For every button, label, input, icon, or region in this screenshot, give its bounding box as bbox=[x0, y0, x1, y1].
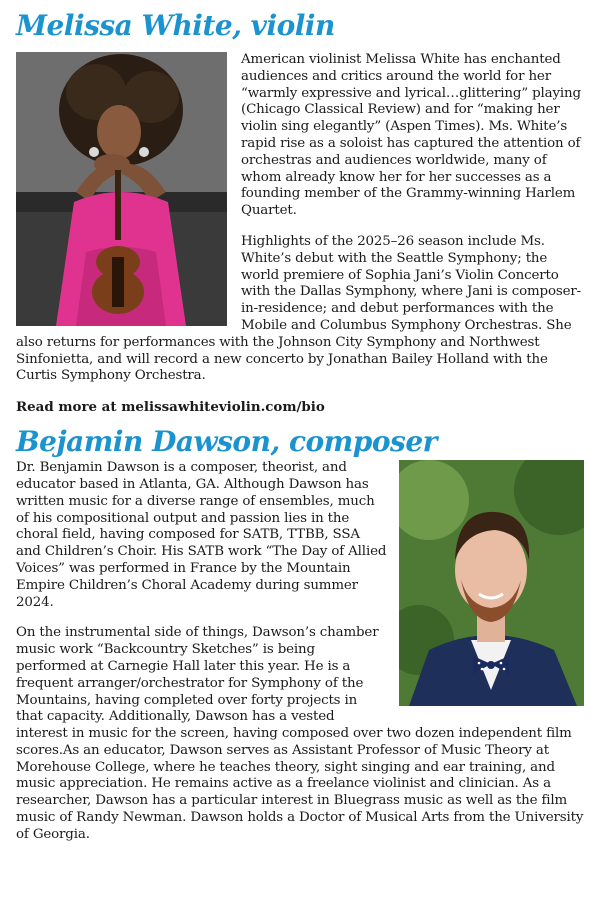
composer-section bbox=[16, 460, 584, 844]
violinist-section bbox=[16, 52, 584, 416]
composer-heading: Bejamin Dawson, composer bbox=[16, 425, 437, 459]
violinist-read-more-link[interactable]: Read more at melissawhiteviolin.com/bio bbox=[16, 399, 325, 416]
violinist-paragraph-2: Highlights of the 2025–26 season include Ms. White’s debut with the Seattle Symphony; the world premiere of Sophia Jani’s Violin Concerto with the Dallas Symphony, where Jani is composer-in-residence; and debut performances with the Mobile and Columbus Symphony Orchestras. She also returns for performances with the Johnson City Symphony and Northwest Sinfonietta, and will record a new concerto by Jonathan Bailey Holland with the Curtis Symphony Orchestra. bbox=[16, 233, 581, 384]
violinist-paragraph-1: American violinist Melissa White has enchanted audiences and critics around the world for her “warmly expressive and lyrical…glittering” playing (Chicago Classical Review) and for “making her violin sing elegantly” (Aspen Times). Ms. White’s rapid rise as a soloist has captured the attention of orchestras and audiences worldwide, many of whom already know her for her successes as a founding member of the Grammy-winning Harlem Quartet. bbox=[241, 52, 581, 219]
composer-paragraph-2: On the instrumental side of things, Dawson’s chamber music work “Backcountry Sketches” is being performed at Carnegie Hall later this year. He is a frequent arranger/orchestrator for Symphony of the Mountains, having completed over forty projects in that capacity. Additionally, Dawson has a vested interest in music for the screen, having composed over two dozen independent film scores.As an educator, Dawson serves as Assistant Professor of Music Theory at Morehouse College, where he teaches theory, sight singing and ear training, and music appreciation. He remains active as a freelance violinist and clinician. As a researcher, Dawson has a particular interest in Bluegrass music as well as the film music of Randy Newman. Dawson holds a Doctor of Musical Arts from the University of Georgia. bbox=[16, 625, 584, 842]
composer-photo-art bbox=[399, 460, 584, 706]
page bbox=[16, 0, 584, 844]
composer-paragraph-1: Dr. Benjamin Dawson is a composer, theorist, and educator based in Atlanta, GA. Although Dawson has written music for a diverse range of ensembles, much of his compositional output and passion lies in the choral field, having composed for SATB, TTBB, SSA and Children’s Choir. His SATB work “The Day of Allied Voices” was performed in France by the Mountain Empire Children’s Choral Academy during summer 2024. bbox=[16, 460, 387, 610]
violinist-photo bbox=[16, 52, 227, 326]
violinist-photo-art bbox=[16, 52, 227, 326]
violinist-heading: Melissa White, violin bbox=[16, 9, 335, 42]
composer-photo bbox=[399, 460, 584, 706]
